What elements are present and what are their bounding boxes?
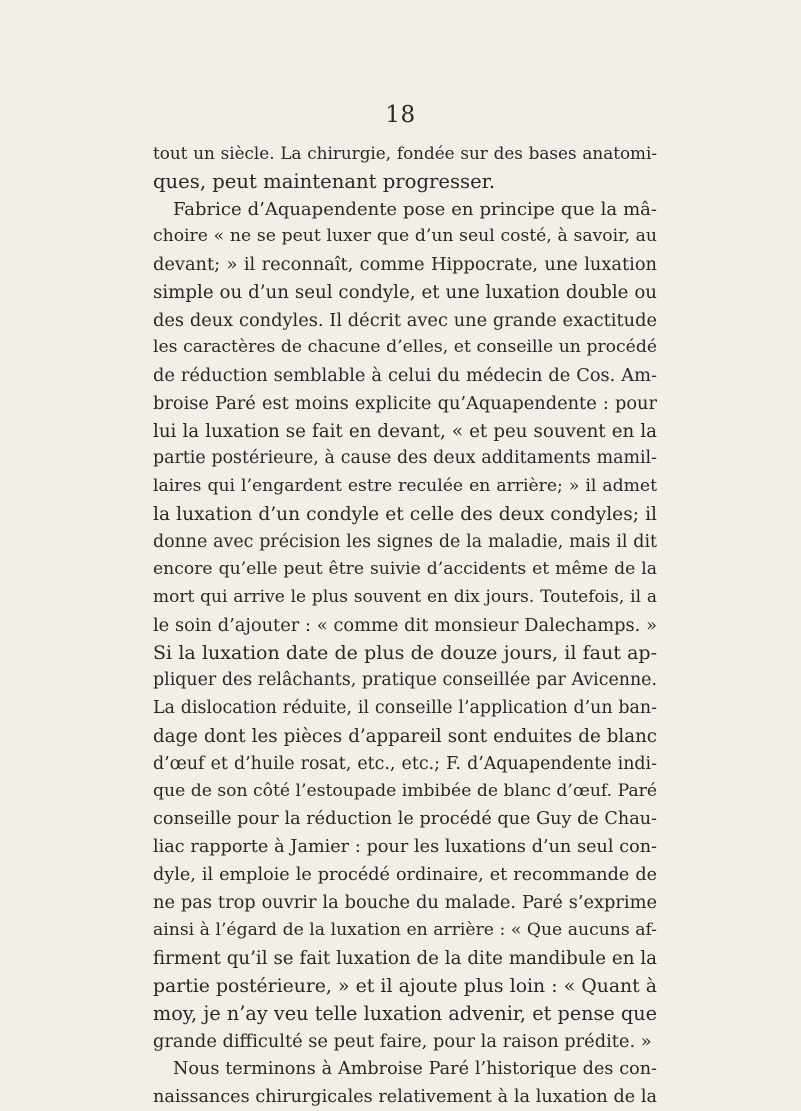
text-line: liac rapporte à Jamier : pour les luxations d’un seul con- <box>153 834 657 862</box>
text-line: Si la luxation date de plus de douze jours, il faut ap- <box>153 640 657 668</box>
text-line: ainsi à l’égard de la luxation en arrière : « Que aucuns af- <box>153 917 657 945</box>
text-line: le soin d’ajouter : « comme dit monsieur Dalechamps. » <box>153 612 657 640</box>
text-line: Nous terminons à Ambroise Paré l’historique des con- <box>153 1056 657 1084</box>
text-line: broise Paré est moins explicite qu’Aquapendente : pour <box>153 390 657 418</box>
text-line: moy, je n’ay veu telle luxation advenir, et pense que <box>153 1000 657 1028</box>
text-line: naissances chirurgicales relativement à la luxation de la <box>153 1084 657 1111</box>
text-line: dyle, il emploie le procédé ordinaire, et recommande de <box>153 862 657 890</box>
text-line: lui la luxation se fait en devant, « et peu souvent en la <box>153 418 657 446</box>
text-line: conseille pour la réduction le procédé que Guy de Chau- <box>153 806 657 834</box>
text-line: dage dont les pièces d’appareil sont enduites de blanc <box>153 723 657 751</box>
text-line: encore qu’elle peut être suivie d’accidents et même de la <box>153 556 657 584</box>
text-line: Fabrice d’Aquapendente pose en principe que la mâ- <box>153 196 657 224</box>
text-line: choire « ne se peut luxer que d’un seul costé, à savoir, au <box>153 223 657 251</box>
text-line: partie postérieure, à cause des deux additaments mamil- <box>153 445 657 473</box>
text-line: simple ou d’un seul condyle, et une luxation double ou <box>153 279 657 307</box>
text-line: donne avec précision les signes de la maladie, mais il dit <box>153 529 657 557</box>
text-line: devant; » il reconnaît, comme Hippocrate, une luxation <box>153 251 657 279</box>
text-line: des deux condyles. Il décrit avec une grande exactitude <box>153 307 657 335</box>
text-line: ne pas trop ouvrir la bouche du malade. Paré s’exprime <box>153 889 657 917</box>
text-line: la luxation d’un condyle et celle des deux condyles; il <box>153 501 657 529</box>
body-text <box>153 140 657 1111</box>
text-line: mort qui arrive le plus souvent en dix jours. Toutefois, il a <box>153 584 657 612</box>
text-line: firment qu’il se fait luxation de la dite mandibule en la <box>153 945 657 973</box>
text-line: les caractères de chacune d’elles, et conseille un procédé <box>153 334 657 362</box>
text-line: d’œuf et d’huile rosat, etc., etc.; F. d’Aquapendente indi- <box>153 751 657 779</box>
text-line: La dislocation réduite, il conseille l’application d’un ban- <box>153 695 657 723</box>
text-line: laires qui l’engardent estre reculée en arrière; » il admet <box>153 473 657 501</box>
text-line: que de son côté l’estoupade imbibée de blanc d’œuf. Paré <box>153 778 657 806</box>
text-line: de réduction semblable à celui du médecin de Cos. Am- <box>153 362 657 390</box>
text-line: ques, peut maintenant progresser. <box>153 168 657 196</box>
text-line: partie postérieure, » et il ajoute plus loin : « Quant à <box>153 973 657 1001</box>
text-line: grande difficulté se peut faire, pour la raison prédite. » <box>153 1028 657 1056</box>
page-number: 18 <box>0 102 801 128</box>
text-line: pliquer des relâchants, pratique conseillée par Avicenne. <box>153 667 657 695</box>
text-line: tout un siècle. La chirurgie, fondée sur des bases anatomi- <box>153 140 657 168</box>
